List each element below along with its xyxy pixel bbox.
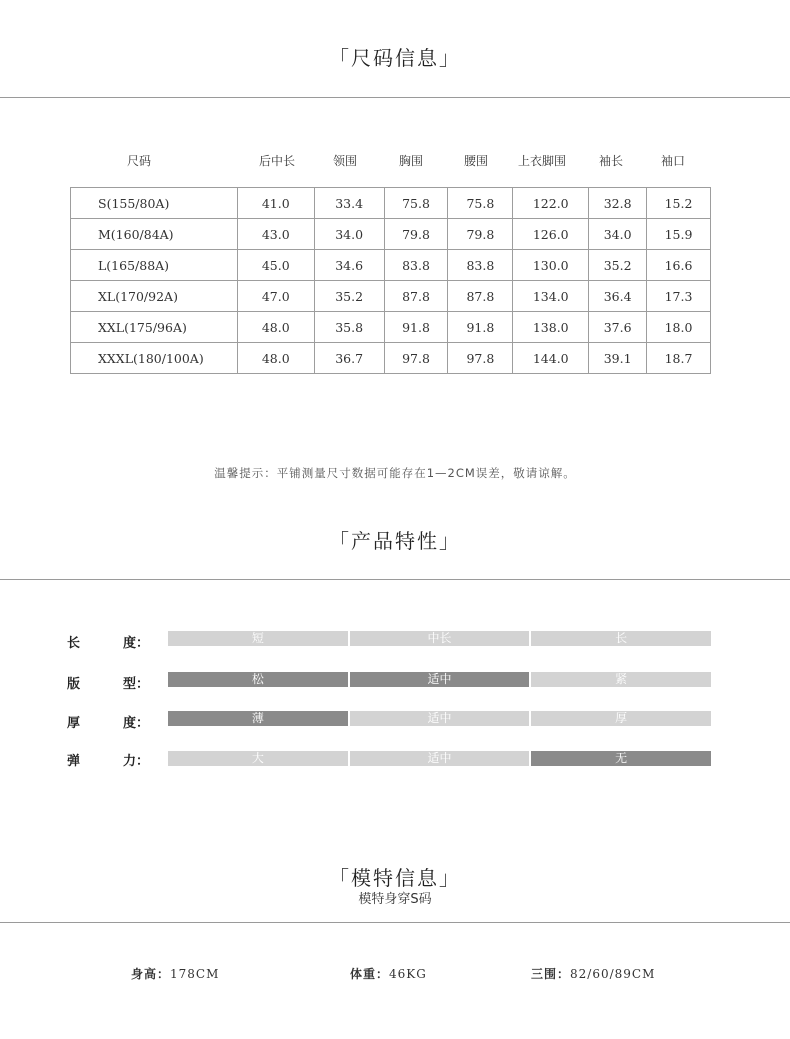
measurement-cell: 138.0 (513, 312, 589, 343)
attribute-option: 大 (168, 751, 348, 766)
measurement-cell: 130.0 (513, 250, 589, 281)
divider (0, 922, 790, 923)
size-cell: S(155/80A) (71, 188, 238, 219)
attribute-option: 紧 (531, 672, 711, 687)
attribute-label-thickness (67, 712, 149, 731)
attribute-label-part: 弹 (67, 754, 81, 769)
model-height (131, 965, 219, 982)
column-header-sleeve-length: 袖长 (599, 154, 624, 168)
measurement-cell: 79.8 (448, 219, 513, 250)
attribute-bar-thickness (168, 711, 711, 726)
measurement-cell: 83.8 (384, 250, 448, 281)
attribute-label-part: 版 (67, 677, 81, 692)
attribute-option: 适中 (350, 711, 530, 726)
measurement-cell: 34.6 (314, 250, 384, 281)
model-height-label: 身高： (131, 967, 171, 981)
size-cell: L(165/88A) (71, 250, 238, 281)
attribute-label-part: 厚 (67, 716, 81, 731)
attribute-bar-elasticity (168, 751, 711, 766)
column-header-back-length: 后中长 (259, 154, 296, 168)
attribute-option: 短 (168, 631, 348, 646)
measurement-cell: 97.8 (384, 343, 448, 374)
measurement-cell: 87.8 (448, 281, 513, 312)
measurement-cell: 35.8 (314, 312, 384, 343)
measurement-cell: 34.0 (314, 219, 384, 250)
measurement-cell: 79.8 (384, 219, 448, 250)
measurement-cell: 75.8 (384, 188, 448, 219)
model-weight-label: 体重： (350, 967, 390, 981)
measurement-cell: 122.0 (513, 188, 589, 219)
attribute-label-part: 力： (122, 754, 149, 769)
attribute-option: 适中 (350, 751, 530, 766)
model-height-value: 178CM (170, 967, 220, 981)
measurement-cell: 33.4 (314, 188, 384, 219)
measurement-cell: 34.0 (589, 219, 647, 250)
table-row (71, 188, 711, 219)
size-section-title: 「尺码信息」 (329, 46, 461, 70)
attribute-option: 松 (168, 672, 348, 687)
column-header-collar: 领围 (333, 154, 358, 168)
size-table (70, 187, 711, 374)
measurement-cell: 87.8 (384, 281, 448, 312)
measurement-cell: 36.4 (589, 281, 647, 312)
attribute-bar-length (168, 631, 711, 646)
size-cell: XXL(175/96A) (71, 312, 238, 343)
model-section-subtitle: 模特身穿S码 (358, 892, 432, 907)
size-cell: XXXL(180/100A) (71, 343, 238, 374)
column-header-cuff: 袖口 (661, 154, 686, 168)
attribute-label-part: 长 (67, 636, 81, 651)
measurement-cell: 36.7 (314, 343, 384, 374)
divider (0, 97, 790, 98)
measurement-cell: 18.0 (647, 312, 711, 343)
measurement-cell: 48.0 (237, 312, 314, 343)
measurement-cell: 83.8 (448, 250, 513, 281)
attribute-option: 长 (531, 631, 711, 646)
attribute-label-fit (67, 673, 149, 692)
column-header-chest: 胸围 (399, 154, 424, 168)
measurement-cell: 97.8 (448, 343, 513, 374)
column-header-hem: 上衣脚围 (518, 154, 567, 168)
table-row (71, 250, 711, 281)
attribute-label-elasticity (67, 750, 149, 769)
attribute-label-part: 度： (122, 636, 149, 651)
measurement-cell: 47.0 (237, 281, 314, 312)
measurement-cell: 18.7 (647, 343, 711, 374)
measurement-cell: 43.0 (237, 219, 314, 250)
measurement-cell: 37.6 (589, 312, 647, 343)
size-cell: M(160/84A) (71, 219, 238, 250)
measurement-cell: 45.0 (237, 250, 314, 281)
column-header-waist: 腰围 (464, 154, 489, 168)
attribute-option: 厚 (531, 711, 711, 726)
model-weight (350, 965, 427, 982)
table-row (71, 219, 711, 250)
attribute-bar-fit (168, 672, 711, 687)
attribute-option: 适中 (350, 672, 530, 687)
model-measurements (531, 965, 655, 982)
table-row (71, 281, 711, 312)
measurement-cell: 39.1 (589, 343, 647, 374)
model-measurements-label: 三围： (531, 967, 571, 981)
measurement-cell: 35.2 (314, 281, 384, 312)
table-row (71, 343, 711, 374)
measurement-cell: 126.0 (513, 219, 589, 250)
table-row (71, 312, 711, 343)
attribute-label-part: 度： (122, 716, 149, 731)
attribute-option: 中长 (350, 631, 530, 646)
size-cell: XL(170/92A) (71, 281, 238, 312)
measurement-cell: 17.3 (647, 281, 711, 312)
feature-section-title: 「产品特性」 (329, 529, 461, 553)
measurement-cell: 15.2 (647, 188, 711, 219)
attribute-label-length (67, 632, 149, 651)
attribute-label-part: 型： (122, 677, 149, 692)
attribute-option: 无 (531, 751, 711, 766)
model-measurements-value: 82/60/89CM (570, 967, 656, 981)
measurement-cell: 91.8 (448, 312, 513, 343)
measurement-cell: 35.2 (589, 250, 647, 281)
measurement-tip: 温馨提示：平铺测量尺寸数据可能存在1—2CM误差，敬请谅解。 (214, 466, 576, 480)
model-weight-value: 46KG (389, 967, 427, 981)
measurement-cell: 91.8 (384, 312, 448, 343)
measurement-cell: 48.0 (237, 343, 314, 374)
measurement-cell: 134.0 (513, 281, 589, 312)
measurement-cell: 16.6 (647, 250, 711, 281)
divider (0, 579, 790, 580)
size-table-header (71, 152, 711, 170)
measurement-cell: 144.0 (513, 343, 589, 374)
measurement-cell: 75.8 (448, 188, 513, 219)
attribute-option: 薄 (168, 711, 348, 726)
column-header-size: 尺码 (127, 154, 152, 168)
measurement-cell: 41.0 (237, 188, 314, 219)
measurement-cell: 32.8 (589, 188, 647, 219)
model-section-title: 「模特信息」 (329, 866, 461, 890)
measurement-cell: 15.9 (647, 219, 711, 250)
